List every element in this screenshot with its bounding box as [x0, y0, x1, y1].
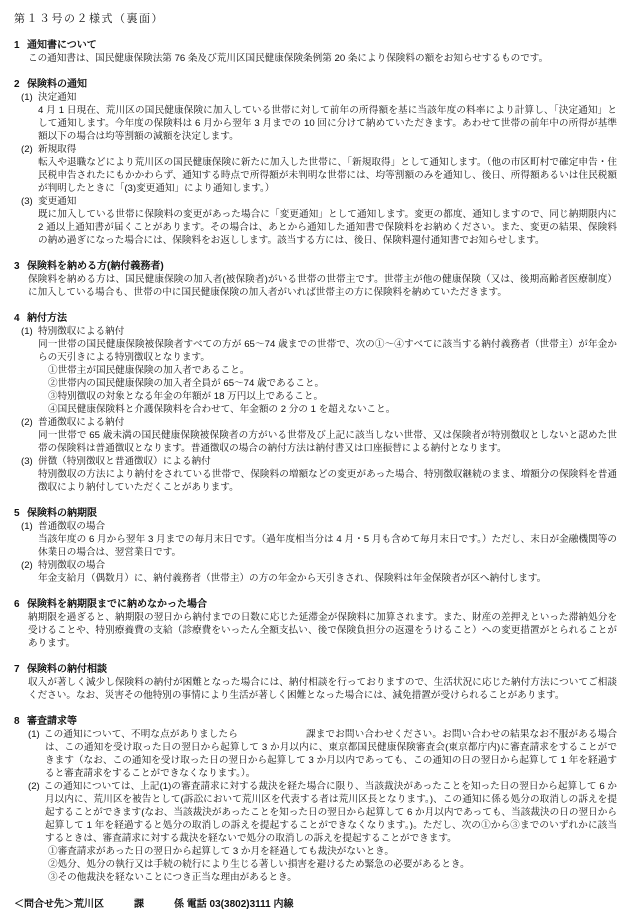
subsection-heading	[14, 559, 617, 572]
section-title: 審査請求等	[27, 716, 77, 727]
subsection-body: 当該年度の 6 月から翌年 3 月までの毎月末日です。（過年度相当分は 4 月・5 月も含めて毎月末日です。）ただし、末日が金融機関等の休業日の場合は、翌営業日です。	[38, 534, 617, 558]
subsection-special-due	[14, 559, 617, 585]
subsection-title: 新規取得	[38, 144, 77, 155]
section-8-appeal	[14, 715, 617, 884]
subsection-body: 年金支給月（偶数月）に、納付義務者（世帯主）の方の年金から天引きされ、保険料は年金保険者が区へ納付します。	[38, 573, 547, 584]
section-3-payer	[14, 260, 617, 299]
section-2-premium-notice	[14, 78, 617, 247]
subsection-body: 転入や退職などにより荒川区の国民健康保険に新たに加入した世帯に、「新規取得」として通知します。（他の市区町村で確定申告・住民税申告されたにもかかわらず、通知する時点で所得額が未判明な世帯には、均等割額のみを通知し、後日、所得額あるいは住民税額が判明したときに「(3)変更通知」により通知します。）	[38, 157, 617, 194]
subsection-body: 4 月 1 日現在、荒川区の国民健康保険に加入している世帯に対して前年の所得額を基に当該年度の料率により計算し、「決定通知」として通知します。今年度の保険料は 6 月から翌年 3 月までの 10 回に分けて納めていただきます。あわせて世帯の前年中の所得が基準額以下の場合は均等割額の減額を決定します。	[38, 105, 617, 142]
subsection-title: 普通徴収による納付	[38, 417, 125, 428]
section-number: 3	[14, 261, 20, 272]
form-title: 第１３号の２様式（裏面）	[14, 13, 164, 25]
condition-list	[48, 364, 617, 416]
subsection-body: 特別徴収の方法により納付をされている世帯で、保険料の増額などの変更があった場合、特別徴収継続のまま、増額分の保険料を普通徴収により納付していただくことがあります。	[38, 469, 617, 493]
subsection-label: (2)	[28, 781, 40, 792]
subsection-label: (2)	[21, 144, 33, 155]
section-title: 保険料を納める方(納付義務者)	[27, 261, 164, 272]
subsection-label: (1)	[21, 521, 33, 532]
section-title: 保険料の納期限	[27, 508, 97, 519]
subsection-heading	[14, 91, 617, 104]
subsection-heading	[14, 455, 617, 468]
subsection-heading	[14, 520, 617, 533]
section-heading	[14, 598, 617, 611]
subsection-heading	[14, 195, 617, 208]
subsection-body: 既に加入している世帯に保険料の変更があった場合に「変更通知」として通知します。変更の都度、通知しますので、同じ納期限内に 2 通以上通知書が届くことがあります。その場合は、あとから通知した通知書で保険料をお納めください。また、変更の結果、保険料の納め過ぎになった場合には、保険料をお返しします。該当する方には、後日、保険料還付通知書でお知らせします。	[38, 209, 617, 246]
section-4-payment-method	[14, 312, 617, 494]
exception-item-2: ②処分、処分の執行又は手続の続行により生じる著しい損害を避けるため緊急の必要があるとき。	[48, 859, 470, 870]
subsection-title: 特別徴収による納付	[38, 326, 125, 337]
section-body: 保険料を納める方は、国民健康保険の加入者(被保険者)がいる世帯の世帯主です。世帯主が他の健康保険（又は、後期高齢者医療制度）に加入している場合も、世帯の中に国民健康保険の加入者がいれば世帯主の方に保険料を納めていただきます。	[28, 274, 617, 298]
subsection-label: (1)	[21, 92, 33, 103]
exception-list	[48, 845, 617, 884]
section-title: 納付方法	[27, 313, 67, 324]
exception-item-1: ①審査請求があった日の翌日から起算して 3 か月を経過しても裁決がないとき。	[48, 846, 394, 857]
subsection-lawsuit	[21, 780, 617, 845]
subsection-title: 変更通知	[38, 196, 77, 207]
contact-info: ＜問合せ先＞荒川区 課 係 電話 03(3802)3111 内線	[14, 899, 294, 910]
section-number: 5	[14, 508, 20, 519]
section-body: 収入が著しく減少し保険料の納付が困難となった場合には、納付相談を行っておりますので、生活状況に応じた納付方法についてご相談ください。なお、災害その他特別の事情により生活が著しく困難となった場合には、減免措置が受けられることがあります。	[28, 677, 617, 701]
section-7-payment-consultation	[14, 663, 617, 702]
section-number: 2	[14, 79, 20, 90]
subsection-label: (1)	[28, 729, 40, 740]
subsection-label: (1)	[21, 326, 33, 337]
section-5-due-date	[14, 507, 617, 585]
section-1-about-notice	[14, 39, 617, 65]
subsection-ordinary-due	[14, 520, 617, 559]
section-number: 8	[14, 716, 20, 727]
subsection-body: この通知について、不明な点がありましたら 課までお問い合わせください。お問い合わせの結果なお不服がある場合は、この通知を受け取った日の翌日から起算して 3 か月以内に、東京都国民健康保険審査会(東京都庁内)に審査請求をすることができます（なお、この通知を受け取った日の翌日から起算して 3 か月以内であっても、この通知の日の翌日から起算して 1 年を経過すると審査請求をすることができなくなります。）。	[43, 729, 617, 779]
subsection-body: 同一世帯の国民健康保険被保険者すべての方が 65～74 歳までの世帯で、次の①～④すべてに該当する納付義務者（世帯主）が年金からの天引きによる特別徴収となります。	[38, 339, 617, 363]
subsection-heading	[14, 416, 617, 429]
subsection-new-acquisition	[14, 143, 617, 195]
section-title: 通知書について	[27, 40, 97, 51]
section-heading	[14, 663, 617, 676]
section-heading	[14, 715, 617, 728]
section-heading	[14, 260, 617, 273]
section-6-late-payment	[14, 598, 617, 650]
subsection-inquiry-appeal	[21, 728, 617, 780]
subsection-label: (2)	[21, 560, 33, 571]
section-heading	[14, 78, 617, 91]
condition-item-1: ①世帯主が国民健康保険の加入者であること。	[48, 365, 250, 376]
subsection-title: 決定通知	[38, 92, 77, 103]
subsection-label: (3)	[21, 456, 33, 467]
condition-item-3: ③特別徴収の対象となる年金の年額が 18 万円以上であること。	[48, 391, 324, 402]
section-title: 保険料を納期限までに納めなかった場合	[27, 599, 207, 610]
section-title: 保険料の通知	[27, 79, 87, 90]
section-heading	[14, 507, 617, 520]
condition-item-2: ②世帯内の国民健康保険の加入者全員が 65～74 歳であること。	[48, 378, 325, 389]
subsection-label: (2)	[21, 417, 33, 428]
section-body: 納期限を過ぎると、納期限の翌日から納付までの日数に応じた延滞金が保険料に加算されます。また、財産の差押えといった滞納処分を受けることや、特別療養費の支給（診療費をいったん全額支払い、後で保険負担分の返還をうけること）への変更措置がとられることがあります。	[28, 612, 617, 649]
section-number: 4	[14, 313, 20, 324]
subsection-special-collection	[14, 325, 617, 416]
subsection-title: 普通徴収の場合	[38, 521, 106, 532]
subsection-title: 特別徴収の場合	[38, 560, 106, 571]
subsection-body: 同一世帯で 65 歳未満の国民健康保険被保険者の方がいる世帯及び上記に該当しない世帯、又は保険者が特別徴収としないと認めた世帯の保険料は普通徴収となります。普通徴収の場合の納付方法は納付書又は口座振替による納付となります。	[38, 430, 617, 454]
section-title: 保険料の納付相談	[27, 664, 107, 675]
section-heading	[14, 312, 617, 325]
condition-item-4: ④国民健康保険料と介護保険料を合わせて、年金額の 2 分の 1 を超えないこと。	[48, 404, 396, 415]
section-body: この通知書は、国民健康保険法第 76 条及び荒川区国民健康保険条例第 20 条により保険料の額をお知らせするものです。	[28, 53, 549, 64]
exception-item-3: ③その他裁決を経ないことにつき正当な理由があるとき。	[48, 872, 297, 883]
subsection-combined-collection	[14, 455, 617, 494]
section-number: 6	[14, 599, 20, 610]
subsection-label: (3)	[21, 196, 33, 207]
subsection-body: この通知については、上記(1)の審査請求に対する裁決を経た場合に限り、当該裁決があったことを知った日の翌日から起算して 6 か月以内に、荒川区を被告として(訴訟において荒川区を代表する者は荒川区長となります。)、この通知に係る処分の取消しの訴えを提起することができます(なお、当該裁決があったことを知った日の翌日から起算して 6 か月以内であっても、当該裁決の日の翌日から起算して 1 年を経過すると処分の取消しの訴えを提起することができなくなります。)。ただし、次の①から③までのいずれかに該当するときは、審査請求に対する裁決を経ないで処分の取消しの訴えを提起することができます。	[43, 781, 617, 844]
subsection-change-notice	[14, 195, 617, 247]
section-heading	[14, 39, 617, 52]
subsection-heading	[14, 325, 617, 338]
subsection-heading	[14, 143, 617, 156]
subsection-ordinary-collection	[14, 416, 617, 455]
section-number: 7	[14, 664, 20, 675]
subsection-decision-notice	[14, 91, 617, 143]
subsection-title: 併徴（特別徴収と普通徴収）による納付	[38, 456, 211, 467]
section-number: 1	[14, 40, 20, 51]
